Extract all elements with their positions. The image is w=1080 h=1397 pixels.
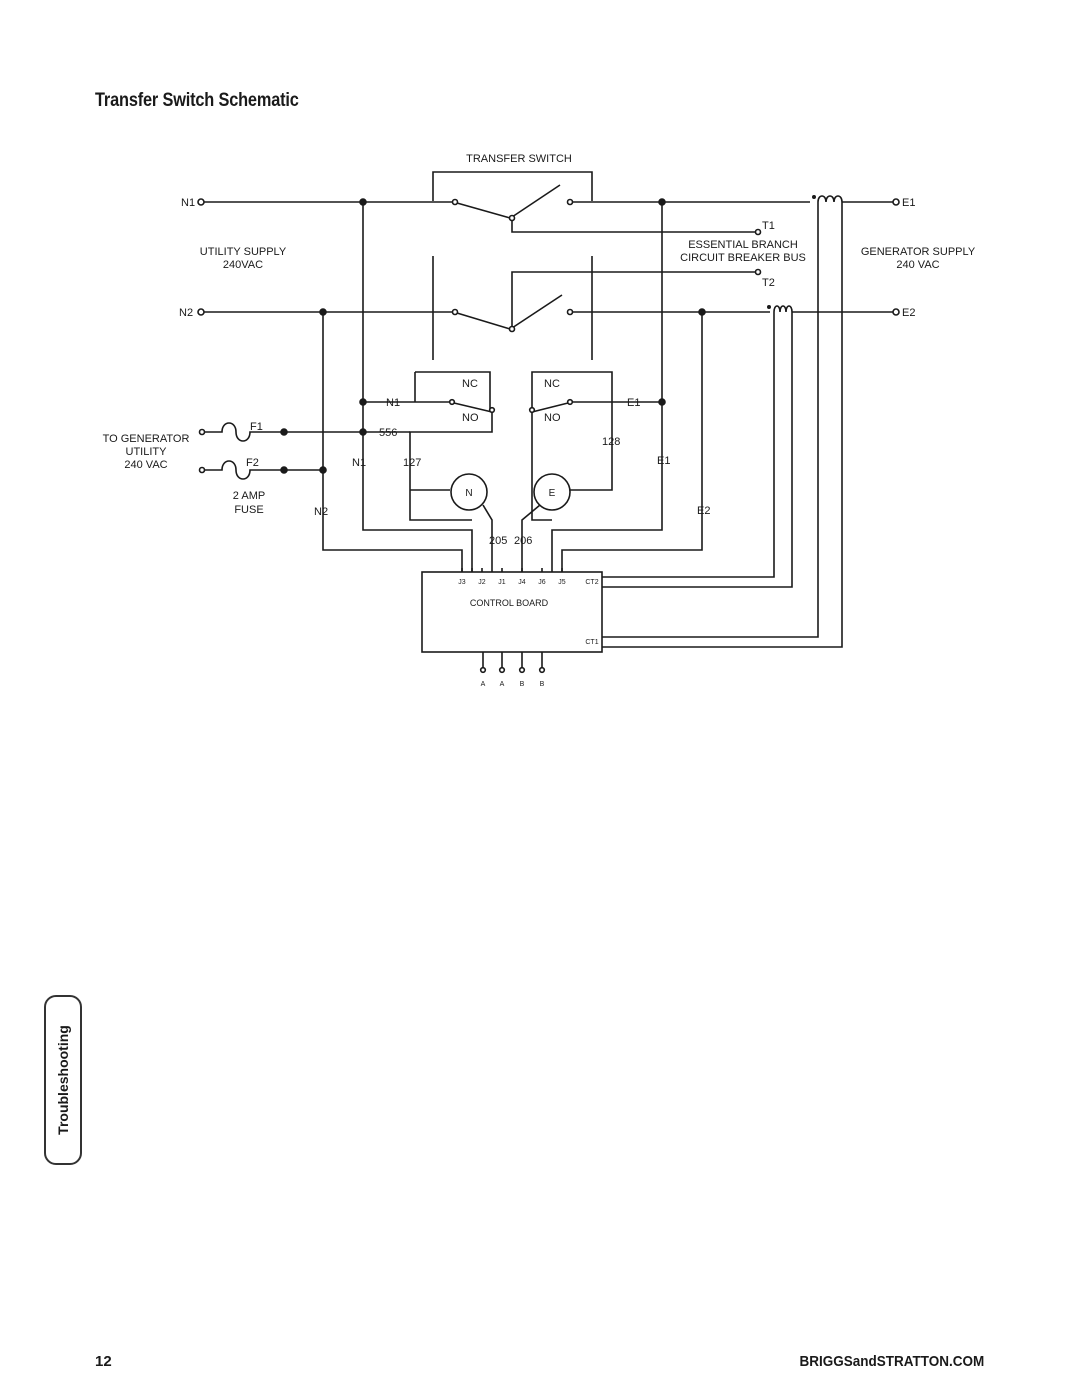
e2-label: E2 [902,307,916,319]
terminal-b2-label: B [539,681,545,688]
fuse-f1-label: F1 [250,421,263,433]
generator-voltage-label: 240 VAC [896,259,940,271]
terminal-a2 [500,668,505,673]
to-generator-utility-label: UTILITY [125,446,167,458]
wire-556-label: 556 [379,427,398,439]
to-gen-terminal-2 [200,468,205,473]
pin-j1: J1 [498,579,506,586]
relay-right-out [532,412,552,520]
control-board-label: CONTROL BOARD [469,598,549,608]
fuse-f2-junction [281,467,287,473]
switch1-lever [457,203,510,218]
pin-j2: J2 [478,579,486,586]
motor-e-label: E [548,488,556,499]
terminal-a1-label: A [480,681,486,688]
switch1-pivot [510,216,515,221]
generator-supply-label: GENERATOR SUPPLY [860,246,976,258]
wire-127-label: 127 [403,457,422,469]
pin-j4: J4 [518,579,526,586]
n1-label: N1 [181,197,196,209]
fuse-f2-label: F2 [246,457,259,469]
switch1-right-contact [568,200,573,205]
switch2-left-contact [453,310,458,315]
terminal-a2-label: A [499,681,505,688]
relay-left-out [410,412,492,520]
n2-f2-junction [320,467,326,473]
page-title: Transfer Switch Schematic [95,90,299,111]
ct1-dot [813,196,815,198]
transfer-switch-frame [433,172,592,201]
switch1-left-contact [453,200,458,205]
pin-j5: J5 [558,579,566,586]
circuit-breaker-bus-label: CIRCUIT BREAKER BUS [680,252,806,264]
ct2-lead-a [602,312,774,577]
e2-terminal [893,309,899,315]
wire-205-label: 205 [489,535,508,547]
wire-128-label: 128 [602,436,621,448]
page-number: 12 [95,1353,112,1370]
terminal-b1 [520,668,525,673]
t1-line [512,221,755,232]
troubleshooting-tab-label: Troubleshooting [55,1025,71,1135]
relay-left-no-label: NO [462,412,479,424]
ct2-dot [768,306,770,308]
terminal-b1-label: B [519,681,525,688]
switch2-right-contact [568,310,573,315]
fuse-f1-junction [281,429,287,435]
n1-556-junction [360,429,366,435]
switch1-blade [512,185,560,217]
e1-terminal [893,199,899,205]
utility-supply-label: UTILITY SUPPLY [199,246,287,258]
ct2-lead-b [602,312,792,587]
to-gen-terminal-1 [200,430,205,435]
to-generator-label: TO GENERATOR [102,433,190,445]
switch2-blade [512,295,562,328]
terminal-b2 [540,668,545,673]
t2-label: T2 [762,277,775,289]
relay-right-no-contact [530,408,535,413]
wire-206-label: 206 [514,535,533,547]
n2-label: N2 [179,307,194,319]
relay-left-contact [450,400,455,405]
wire-n2-label: N2 [314,506,329,518]
n1-terminal [198,199,204,205]
transfer-switch-label: TRANSFER SWITCH [466,153,572,165]
relay-right-nc-label: NC [544,378,560,390]
ct1-lead-b [602,202,842,647]
relay-right-e1-label: E1 [627,397,641,409]
bottom-terminal-leads [483,652,542,668]
relay-left-nc-label: NC [462,378,478,390]
e1-feed [552,202,662,572]
fuse-type-label: FUSE [234,504,264,516]
fuse-f2-symbol [205,461,323,479]
wire-e2-label: E2 [697,505,711,517]
ct1-lead-a [602,202,818,637]
ct1-coil [818,196,842,202]
t1-terminal [756,230,761,235]
n1-feed [363,202,472,572]
fuse-rating-label: 2 AMP [232,490,266,502]
essential-branch-label: ESSENTIAL BRANCH [688,239,798,251]
troubleshooting-tab [44,995,82,1165]
relay-right-no-label: NO [544,412,561,424]
utility-voltage-label: 240VAC [222,259,264,271]
control-board [422,572,602,652]
switch2-pivot [510,327,515,332]
relay-left-no-contact [490,408,495,413]
switch2-lever [457,313,510,329]
pin-j6: J6 [538,579,546,586]
t2-line [512,272,755,329]
pin-j3: J3 [458,579,466,586]
e1-label: E1 [902,197,916,209]
to-generator-voltage-label: 240 VAC [124,459,168,471]
n2-feed [323,312,462,572]
pin-ct2: CT2 [585,579,599,586]
terminal-a1 [481,668,486,673]
motor-n-label: N [465,488,473,499]
t2-terminal [756,270,761,275]
wire-e1-label: E1 [657,455,671,467]
t1-label: T1 [762,220,775,232]
website-url: BRIGGSandSTRATTON.COM [799,1353,984,1370]
pin-ct1: CT1 [585,639,599,646]
relay-left-n1-label: N1 [386,397,401,409]
ct2-coil [774,306,792,312]
relay-left-blade [454,403,492,412]
relay-right-blade [532,403,568,412]
e2-feed [562,312,702,572]
n2-terminal [198,309,204,315]
relay-right-contact [568,400,573,405]
wire-n1-label: N1 [352,457,367,469]
